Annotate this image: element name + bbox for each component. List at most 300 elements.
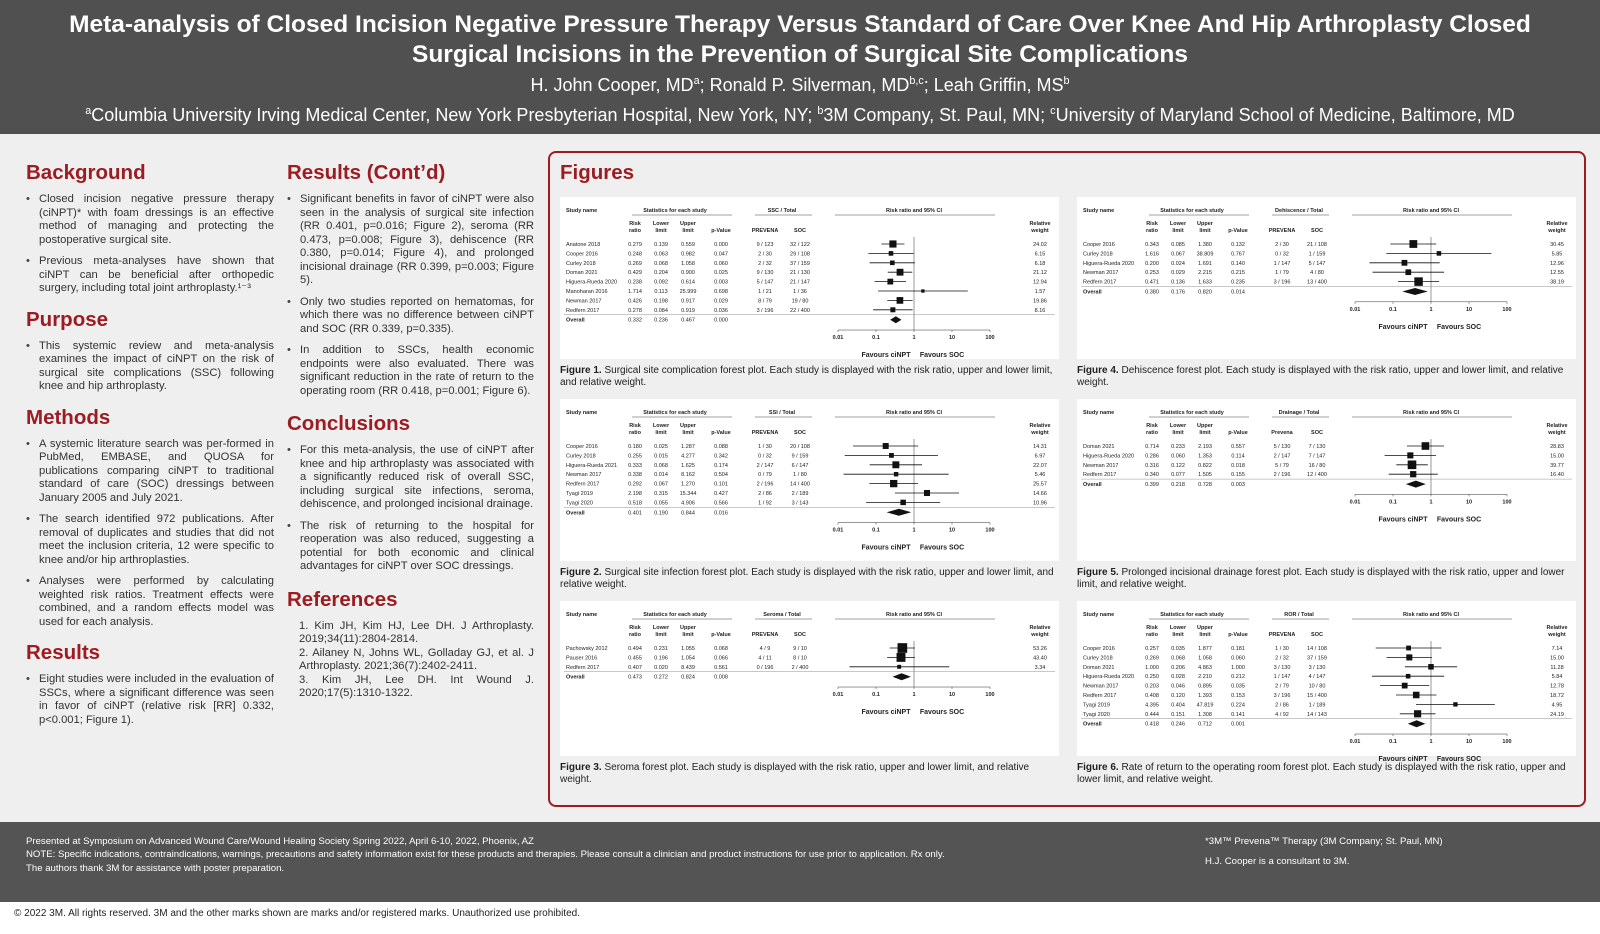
relative-weight-value: 7.14 (1551, 646, 1563, 652)
weight-header: weight (1031, 228, 1049, 234)
group1-count: 2 / 86 (1275, 702, 1289, 709)
group2-count: 9 / 10 (793, 646, 807, 652)
risk-ratio-value: 0.279 (628, 242, 642, 248)
overall-p-value: 0.008 (714, 674, 728, 681)
upper-limit-value: 0.559 (681, 242, 695, 248)
bullet-item: • For this meta-analysis, the use of ciNPT after knee and hip arthroplasty was associated with a significantly reduced risk of overall SSC, including surgical site infections, seroma, dehiscence, and prolonged incisional drainage. (287, 444, 534, 512)
lower-limit-value: 0.068 (1171, 655, 1185, 662)
risk-ratio-value: 2.198 (628, 491, 642, 497)
p-value: 1.000 (1231, 664, 1245, 671)
bullet-item: • The risk of returning to the hospital for reoperation was also reduced, suggesting a potential for both economic and clinical advantages for ciNPT over SOC dressings. (287, 520, 534, 574)
lower-limit-value: 0.315 (654, 491, 668, 497)
p-value: 0.025 (714, 270, 728, 277)
relative-weight-value: 6.15 (1034, 251, 1046, 258)
study-name: Anatone 2018 (566, 242, 601, 248)
study-name: Cooper 2016 (1083, 242, 1115, 248)
figure-4-panel (1077, 197, 1576, 359)
overall-p-value: 0.003 (1231, 482, 1245, 489)
lower-limit-value: 0.028 (1171, 674, 1185, 681)
risk-ratio-value: 0.471 (1145, 279, 1159, 286)
lower-limit-value: 0.063 (654, 251, 668, 258)
results-contd-section (287, 161, 534, 398)
x-axis-tick-label: 0.1 (1389, 499, 1397, 506)
effect-square (1402, 683, 1408, 689)
effect-square (887, 279, 893, 285)
overall-p-value: 0.014 (1231, 289, 1245, 296)
upper-limit-value: 4.863 (1198, 664, 1212, 671)
overall-label: Overall (566, 674, 585, 681)
group1-count: 0 / 32 (758, 453, 772, 460)
stats-header: Statistics for each study (643, 208, 707, 214)
favours-cinpt-label: Favours ciNPT (861, 709, 911, 717)
relative-weight-value: 14.31 (1033, 444, 1047, 450)
group2-count: 6 / 147 (791, 462, 809, 469)
effect-square (897, 297, 904, 304)
group1-count: 4 / 11 (758, 655, 772, 662)
study-name: Doman 2021 (566, 270, 598, 277)
upper-limit-value: 8.439 (681, 664, 695, 671)
x-axis-tick-label: 10 (1465, 306, 1473, 313)
x-axis-tick-label: 1 (912, 527, 916, 534)
lower-limit-value: 0.139 (654, 242, 668, 248)
overall-upper-limit: 0.467 (681, 317, 695, 324)
bullet-item: • Previous meta-analyses have shown that ciNPT can be beneficial after orthopedic surgery, including total joint arthroplasty.¹⁻³ (26, 255, 274, 296)
relative-weight-value: 12.94 (1033, 279, 1047, 286)
p-value: 0.060 (714, 260, 728, 267)
group1-count: 2 / 196 (756, 481, 774, 488)
author-name: H. John Cooper, MD (530, 75, 694, 95)
relative-weight-value: 8.16 (1034, 307, 1046, 314)
overall-diamond (890, 316, 901, 323)
study-name: Manoharan 2016 (566, 289, 608, 295)
lower-limit-value: 0.196 (654, 655, 668, 662)
p-value: 0.003 (714, 279, 728, 286)
affiliation-mark: a (85, 105, 92, 117)
lower-limit-value: 0.046 (1171, 683, 1185, 690)
effect-square (1406, 646, 1411, 651)
weight-header: Relative (1546, 221, 1568, 227)
author-name: Leah Griffin, MS (933, 75, 1064, 95)
figure-label: Figure 4. (1077, 365, 1119, 376)
x-axis-tick-label: 10 (948, 692, 956, 699)
weight-header: Relative (1029, 423, 1051, 429)
forest-plot-6 (1077, 601, 1576, 764)
column-header: ratio (1146, 632, 1158, 638)
column-header: Lower (1169, 625, 1187, 631)
lower-limit-value: 0.055 (654, 500, 668, 507)
risk-ratio-value: 0.269 (1145, 655, 1159, 662)
outcome-header: SSI / Total (768, 410, 796, 416)
references-heading: References (287, 587, 398, 611)
x-axis-tick-label: 100 (985, 335, 995, 342)
group1-count: 3 / 196 (756, 307, 774, 314)
lower-limit-value: 0.151 (1171, 711, 1185, 718)
study-name: Cooper 2016 (1083, 646, 1115, 652)
background-heading: Background (26, 161, 146, 184)
x-axis-tick-label: 10 (948, 335, 956, 342)
group1-count: 1 / 30 (758, 444, 772, 450)
p-value: 0.000 (714, 242, 728, 248)
figures-heading: Figures (560, 161, 635, 184)
bullet-item: • Eight studies were included in the evaluation of SSCs, where a significant difference was seen in favor of ciNPT (relative risk [RR] 0.332, p<0.001; Figure 1). (26, 673, 274, 727)
study-name: Curley 2018 (566, 453, 596, 460)
ci-header: Risk ratio and 95% CI (1403, 612, 1459, 618)
group2-count: 14 / 143 (1307, 711, 1327, 718)
forest-plot-4 (1077, 197, 1576, 359)
favours-cinpt-label: Favours ciNPT (1378, 756, 1428, 764)
footer-line: Presented at Symposium on Advanced Wound Care/Wound Healing Society Spring 2022, April 6-10, 2022, Phoenix, AZ (26, 836, 534, 847)
author-name: Ronald P. Silverman, MD (709, 75, 910, 95)
overall-upper-limit: 0.712 (1198, 721, 1212, 728)
column-header: p-Value (1228, 228, 1248, 234)
overall-label: Overall (566, 317, 585, 324)
column-header: limit (1199, 228, 1211, 234)
figure-1-caption (560, 365, 1059, 389)
effect-square (1405, 269, 1411, 275)
risk-ratio-value: 0.278 (628, 307, 642, 314)
relative-weight-value: 6.97 (1034, 453, 1046, 460)
group-header: PREVENA (751, 430, 779, 436)
upper-limit-value: 1.287 (681, 444, 695, 450)
p-value: 0.174 (714, 462, 728, 469)
author-affiliation-mark: b,c (909, 75, 924, 87)
author-affiliation-mark: a (693, 75, 700, 87)
risk-ratio-value: 0.494 (628, 646, 642, 652)
upper-limit-value: 1.308 (1198, 711, 1212, 718)
overall-upper-limit: 0.824 (681, 674, 695, 681)
references-list (287, 620, 534, 701)
effect-square (890, 480, 897, 487)
study-name: Redfern 2017 (1083, 693, 1117, 699)
group2-count: 15 / 400 (1307, 693, 1327, 699)
group-header: PREVENA (1268, 228, 1296, 234)
column-header: Risk (1146, 221, 1158, 227)
study-name-header: Study name (1083, 612, 1115, 618)
group2-count: 21 / 147 (790, 279, 810, 286)
effect-square (898, 643, 908, 653)
author-separator: ; (923, 75, 934, 95)
methods-section (26, 406, 274, 630)
favours-soc-label: Favours SOC (1436, 756, 1482, 764)
lower-limit-value: 0.015 (654, 453, 668, 460)
weight-header: weight (1548, 228, 1566, 234)
column-header: Upper (680, 221, 696, 227)
group1-count: 0 / 196 (756, 664, 774, 671)
caption-text: Seroma forest plot. Each study is displayed with the risk ratio, upper and lower limit, and relative weight. (560, 762, 1030, 785)
relative-weight-value: 3.34 (1034, 664, 1046, 671)
upper-limit-value: 4.906 (681, 500, 695, 507)
overall-p-value: 0.000 (714, 317, 728, 324)
group-header: SOC (794, 430, 806, 436)
x-axis-tick-label: 0.1 (872, 692, 880, 699)
study-name: Newman 2017 (1083, 462, 1119, 469)
group2-count: 4 / 147 (1308, 674, 1326, 681)
upper-limit-value: 1.393 (1198, 693, 1212, 699)
relative-weight-value: 38.19 (1550, 279, 1564, 286)
overall-label: Overall (1083, 721, 1102, 728)
column-header: limit (1199, 632, 1211, 638)
group1-count: 1 / 147 (1273, 674, 1291, 681)
p-value: 0.068 (714, 646, 728, 652)
x-axis-tick-label: 0.1 (1389, 306, 1397, 313)
results-contd-heading: Results (Cont’d) (287, 161, 446, 184)
figures-section (548, 151, 1586, 807)
figure-3-caption (560, 762, 1059, 786)
stats-header: Statistics for each study (1160, 410, 1224, 416)
author-separator: ; (699, 75, 710, 95)
column-header: limit (1172, 228, 1184, 234)
upper-limit-value: 0.895 (1198, 683, 1212, 690)
risk-ratio-value: 0.338 (628, 472, 642, 479)
outcome-header: ROR / Total (1284, 612, 1314, 618)
p-value: 0.767 (1231, 251, 1245, 258)
upper-limit-value: 8.162 (681, 472, 695, 479)
overall-label: Overall (566, 510, 585, 517)
effect-square (889, 251, 894, 256)
relative-weight-value: 12.96 (1550, 260, 1564, 267)
risk-ratio-value: 0.333 (628, 462, 642, 469)
bullet-item: • Analyses were performed by calculating weighted risk ratios. Treatment effects were combined, and a random effects model was used for each analysis. (26, 575, 274, 629)
p-value: 0.566 (714, 500, 728, 507)
upper-limit-value: 2.193 (1198, 444, 1212, 450)
lower-limit-value: 0.085 (1171, 242, 1185, 248)
study-name: Higuera-Rueda 2020 (1083, 260, 1135, 267)
p-value: 0.029 (714, 298, 728, 305)
x-axis-tick-label: 1 (1429, 306, 1433, 313)
group2-count: 13 / 400 (1307, 279, 1327, 286)
results-heading: Results (26, 641, 101, 664)
relative-weight-value: 5.85 (1551, 251, 1563, 258)
overall-lower-limit: 0.272 (654, 674, 668, 681)
p-value: 0.140 (1231, 260, 1245, 267)
relative-weight-value: 5.84 (1551, 674, 1563, 681)
upper-limit-value: 0.982 (681, 251, 695, 258)
relative-weight-value: 18.72 (1550, 693, 1564, 699)
caption-text: Prolonged incisional drainage forest plot. Each study is displayed with the risk ratio, upper and lower limit, and relative weight. (1077, 567, 1565, 590)
bullet-item: • A systemic literature search was per-formed in PubMed, EMBASE, and QUOSA for publications comparing ciNPT to traditional standard of care (SOC) dressings between January 2005 and July 2021. (26, 438, 274, 506)
bullet-item: • Significant benefits in favor of ciNPT were also seen in the analysis of surgical site infection (RR 0.401, p=0.016; Figure 2), seroma (RR 0.473, p=0.008; Figure 3), dehiscence (RR 0.380, p=0.014; Figure 4), and prolonged incisional drainage (RR 0.399, p=0.003; Figure 5). (287, 193, 534, 288)
group2-count: 3 / 143 (791, 500, 809, 507)
risk-ratio-value: 1.714 (628, 289, 642, 295)
effect-square (1437, 251, 1442, 256)
risk-ratio-value: 0.408 (1145, 693, 1159, 699)
figure-3-panel (560, 601, 1059, 756)
risk-ratio-value: 0.269 (628, 260, 642, 267)
conclusions-section (287, 412, 534, 574)
figure-label: Figure 6. (1077, 762, 1119, 773)
group-header: SOC (794, 228, 806, 234)
x-axis-tick-label: 10 (1465, 739, 1473, 746)
column-header: p-Value (711, 228, 731, 234)
p-value: 0.504 (714, 472, 728, 479)
effect-square (1406, 654, 1412, 660)
left-column (26, 161, 274, 735)
column-header: Lower (652, 625, 670, 631)
caption-text: Surgical site infection forest plot. Each study is displayed with the risk ratio, upper and lower limit, and relative weight. (560, 567, 1054, 590)
risk-ratio-value: 0.343 (1145, 242, 1159, 248)
group-header: SOC (1311, 228, 1323, 234)
effect-square (900, 500, 905, 505)
footer-line: *3M™ Prevena™ Therapy (3M Company; St. Paul, MN) (1205, 836, 1443, 847)
upper-limit-value: 1.054 (681, 655, 695, 662)
affiliation-text: University of Maryland School of Medicine, Baltimore, MD (1055, 105, 1515, 125)
group1-count: 3 / 196 (1273, 693, 1291, 699)
weight-header: Relative (1546, 423, 1568, 429)
ci-header: Risk ratio and 95% CI (886, 410, 942, 416)
relative-weight-value: 19.86 (1033, 298, 1047, 305)
relative-weight-value: 28.83 (1550, 444, 1564, 450)
forest-plot-2 (560, 399, 1059, 561)
p-value: 0.342 (714, 453, 728, 460)
overall-lower-limit: 0.246 (1171, 721, 1185, 728)
p-value: 0.132 (1231, 242, 1245, 248)
relative-weight-value: 25.57 (1033, 481, 1047, 488)
group-header: PREVENA (1268, 632, 1296, 638)
risk-ratio-value: 0.238 (628, 279, 642, 286)
upper-limit-value: 1.380 (1198, 242, 1212, 248)
group2-count: 1 / 189 (1308, 702, 1326, 709)
group2-count: 9 / 159 (791, 453, 809, 460)
upper-limit-value: 1.055 (681, 646, 695, 652)
risk-ratio-value: 0.200 (1145, 260, 1159, 267)
group2-count: 1 / 80 (793, 472, 807, 479)
weight-header: Relative (1029, 221, 1051, 227)
relative-weight-value: 14.66 (1033, 491, 1047, 497)
bullet-item: • In addition to SSCs, health economic endpoints were also evaluated. There was significant reduction in the rate of return to the operating room (RR 0.418, p=0.001; Figure 6). (287, 344, 534, 398)
results-list (26, 673, 274, 727)
group1-count: 9 / 130 (756, 270, 774, 277)
relative-weight-value: 4.95 (1551, 702, 1563, 709)
upper-limit-value: 0.614 (681, 279, 695, 286)
relative-weight-value: 5.46 (1034, 472, 1046, 479)
column-header: limit (682, 228, 694, 234)
column-header: p-Value (711, 430, 731, 436)
group2-count: 32 / 122 (790, 242, 810, 248)
lower-limit-value: 0.233 (1171, 444, 1185, 450)
figure-label: Figure 1. (560, 365, 602, 376)
study-name: Doman 2021 (1083, 664, 1115, 671)
footer-line: H.J. Cooper is a consultant to 3M. (1205, 856, 1350, 868)
group1-count: 5 / 147 (756, 279, 774, 286)
overall-lower-limit: 0.190 (654, 510, 668, 517)
purpose-heading: Purpose (26, 307, 109, 331)
risk-ratio-value: 0.255 (628, 453, 642, 460)
column-header: Risk (629, 423, 641, 429)
group1-count: 4 / 92 (1275, 711, 1289, 718)
relative-weight-value: 21.12 (1033, 270, 1047, 277)
study-name: Pachowsky 2012 (566, 646, 608, 652)
results-section (26, 641, 274, 727)
overall-risk-ratio: 0.380 (1145, 289, 1159, 296)
column-header: Upper (680, 423, 696, 429)
favours-soc-label: Favours SOC (1436, 516, 1482, 524)
x-axis-tick-label: 0.1 (872, 335, 880, 342)
study-name: Redfern 2017 (1083, 472, 1117, 479)
group1-count: 2 / 30 (758, 251, 772, 258)
group1-count: 2 / 147 (756, 462, 774, 469)
group1-count: 4 / 9 (759, 646, 771, 652)
relative-weight-value: 24.02 (1033, 242, 1047, 248)
study-name: Higuera-Rueda 2020 (1083, 674, 1135, 681)
outcome-header: Seroma / Total (763, 612, 801, 618)
column-header: limit (655, 228, 667, 234)
group2-count: 8 / 10 (793, 655, 807, 662)
x-axis-tick-label: 1 (1429, 739, 1433, 746)
p-value: 0.557 (1231, 444, 1245, 450)
p-value: 0.047 (714, 251, 728, 258)
effect-square (897, 653, 906, 662)
favours-cinpt-label: Favours ciNPT (1378, 516, 1428, 524)
lower-limit-value: 0.024 (1171, 260, 1185, 267)
figure-2-panel (560, 399, 1059, 561)
p-value: 0.066 (714, 655, 728, 662)
group2-count: 37 / 159 (790, 260, 810, 267)
group2-count: 22 / 400 (790, 307, 810, 314)
risk-ratio-value: 0.444 (1145, 711, 1159, 718)
study-name-header: Study name (1083, 410, 1115, 416)
p-value: 0.036 (714, 307, 728, 314)
relative-weight-value: 1.57 (1034, 289, 1046, 295)
x-axis-tick-label: 100 (1502, 306, 1512, 313)
p-value: 0.235 (1231, 279, 1245, 286)
bullet-item: • This systemic review and meta-analysis examines the impact of ciNPT on the risk of surgical site complications (SSC) following knee and hip arthroplasty. (26, 340, 274, 394)
group2-count: 14 / 400 (790, 481, 810, 488)
overall-upper-limit: 0.728 (1198, 482, 1212, 489)
forest-plot-5 (1077, 399, 1576, 561)
group1-count: 0 / 32 (1275, 251, 1289, 258)
outcome-header: Dehiscence / Total (1275, 208, 1323, 214)
overall-upper-limit: 0.844 (681, 510, 695, 517)
p-value: 0.088 (714, 444, 728, 450)
group2-count: 29 / 108 (790, 251, 810, 258)
lower-limit-value: 0.084 (654, 307, 668, 314)
lower-limit-value: 0.092 (654, 279, 668, 286)
poster-title-line2: Surgical Incisions in the Prevention of Surgical Site Complications (412, 41, 1188, 68)
p-value: 0.114 (1231, 453, 1245, 460)
study-name: Tyagi 2020 (1083, 711, 1110, 718)
study-name: Cooper 2016 (566, 444, 598, 450)
column-header: Upper (680, 625, 696, 631)
study-name: Redfern 2017 (1083, 279, 1117, 286)
upper-limit-value: 0.900 (681, 270, 695, 277)
upper-limit-value: 1.058 (681, 260, 695, 267)
group1-count: 9 / 123 (756, 242, 774, 248)
lower-limit-value: 0.067 (1171, 251, 1185, 258)
effect-square (894, 472, 898, 476)
group1-count: 2 / 32 (1275, 655, 1289, 662)
group2-count: 20 / 108 (790, 444, 810, 450)
effect-square (897, 665, 901, 669)
study-name: Redfern 2017 (566, 664, 600, 671)
column-header: limit (682, 632, 694, 638)
figure-label: Figure 5. (1077, 567, 1119, 578)
references-section (287, 588, 534, 701)
poster-body (0, 134, 1600, 822)
column-header: ratio (1146, 430, 1158, 436)
study-name: Higuera-Rueda 2020 (1083, 453, 1135, 460)
x-axis-tick-label: 100 (1502, 499, 1512, 506)
study-name: Tyagi 2020 (566, 500, 593, 507)
study-name: Higuera-Rueda 2021 (566, 462, 618, 469)
group-header: PREVENA (751, 632, 779, 638)
figure-5-panel (1077, 399, 1576, 561)
figure-1-panel (560, 197, 1059, 359)
overall-risk-ratio: 0.332 (628, 317, 642, 324)
caption-text: Surgical site complication forest plot. Each study is displayed with the risk ratio, upper and lower limit, and relative weight. (560, 365, 1053, 388)
lower-limit-value: 0.122 (1171, 462, 1185, 469)
favours-cinpt-label: Favours ciNPT (861, 352, 911, 360)
effect-square (1453, 702, 1457, 706)
